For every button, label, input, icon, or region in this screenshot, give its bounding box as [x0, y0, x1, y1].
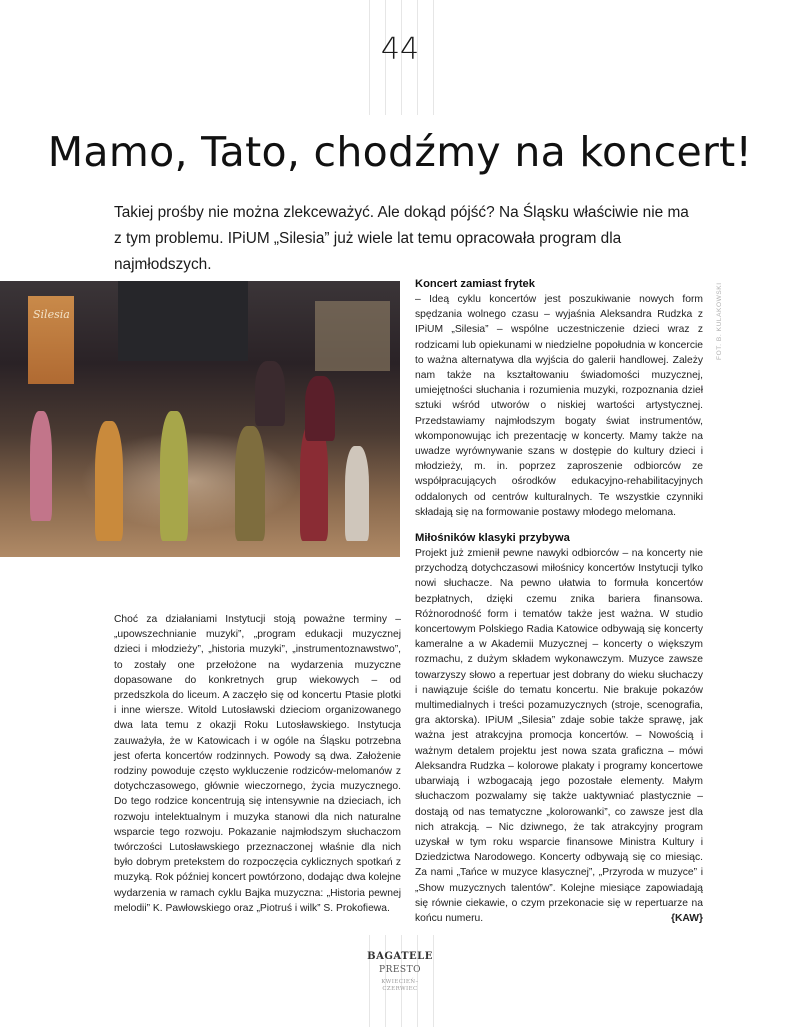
magazine-name: BAGATELE [367, 951, 433, 962]
child-figure [235, 426, 265, 541]
musician-figure [255, 361, 285, 426]
child-figure [160, 411, 188, 541]
page-footer [0, 951, 800, 993]
photo-credit: FOT. B. KULAKOWSKI [716, 282, 723, 360]
article-title: Mamo, Tato, chodźmy na koncert! [47, 128, 753, 176]
paragraph: Choć za działaniami Instytucji stoją poważne terminy – „upowszechnianie muzyki”, „program edukacji muzycznej dzieci i młodzieży”, „historia muzyki”, „instrumentoznawstwo”, to zostały one przełożone na wydarzenia muzyczne dopasowane do konkretnych grup wiekowych – od przedszkola do liceum. A zaczęło się od koncertu Ptasie plotki i inne wiersze. Witold Lutosławski dzieciom organizowanego dwa lata temu z okazji Roku Lutosławskiego. Instytucja zauważyła, że w Katowicach i w ogóle na Śląsku potrzebna jest oferta koncertów rodzinnych. Powody są dwa. Założenie rodziny powoduje często wykluczenie rodziców-melomanów z dotychczasowego, głównie wieczornego, życia muzycznego. Do tego rodzice koncentrują się intensywnie na dzieciach, ich rozwoju intelektualnym i muzyka stanowi dla nich naturalne wsparcie tego rozwoju. Pokazanie najmłodszym słuchaczom twórczości Lutosławskiego przeznaczonej właśnie dla nich było dobrym pretekstem do rozpoczęcia cyklicznych spotkań z muzyką. Rok później koncert powtórzono, dodając dwa kolejne wydarzenia w ramach cyklu Bajka muzyczna: „Historia pewnej melodii” K. Pawłowskiego oraz „Piotruś i wilk” S. Prokofiewa. [114, 614, 401, 914]
section-heading: Miłośników klasyki przybywa [415, 532, 570, 545]
musician-figure [305, 376, 335, 441]
article-lead: Takiej prośby nie można zlekceważyć. Ale dokąd pójść? Na Śląsku właściwie nie ma z tym problemu. IPiUM „Silesia” już wiele lat temu opracowała program dla najmłodszych. [114, 204, 689, 273]
paragraph [415, 546, 703, 926]
issue-date [0, 979, 800, 993]
paragraph: – Ideą cyklu koncertów jest poszukiwanie nowych form spędzania wolnego czasu – wyjaśnia Aleksandra Rudzka z IPiUM „Silesia” – wspólne uczestniczenie dzieci wraz z rodzicami lub opiekunami w niedzielne popołudnia w koncercie to ważna alternatywa dla wyjścia do galerii handlowej. Zależy nam także na kształtowaniu świadomości muzycznej, umiejętności słuchania i rozumienia muzyki, rozpoznania dzieł sztuki wśród utworów o niskiej wartości artystycznej. Przedstawiamy najmłodszym bogaty świat instrumentów, wkomponowując ich prezentację w koncerty. Mamy także na uwadze wyrównywanie szans w dostępie do kultury dzieci i młodzieży, m. in. poprzez zaproszenie odbiorców ze współpracujących ośrodków edukacyjno-rehabilitacyjnych oddalonych od centrów kulturalnych. Te wszystkie czynniki składają się na formowanie postawy młodego melomana. [415, 294, 703, 518]
stage-screen [118, 281, 248, 361]
child-figure [95, 421, 123, 541]
article-photo [0, 281, 400, 557]
child-figure [345, 446, 369, 541]
issue-line: CZERWIEC [382, 986, 418, 992]
article-column-right [415, 276, 703, 926]
author-signature: {KAW} [670, 912, 703, 924]
section-name: PRESTO [379, 965, 421, 975]
issue-line: KWIECIEŃ– [381, 979, 419, 985]
child-figure [30, 411, 52, 521]
wall-panels [315, 301, 390, 371]
section-heading: Koncert zamiast frytek [415, 278, 535, 290]
page-number: 44 [380, 32, 420, 67]
banner-text: Silesia [33, 308, 70, 321]
article-column-left [114, 612, 401, 916]
paragraph-text: Projekt już zmienił pewne nawyki odbiorców – na koncerty nie przychodzą dotychczasowi miłośnicy koncertów Instytucji tylko nowi słuchacze. Na pewno ułatwia to formuła koncertów bezpłatnych, dzięki czemu znika bariera finansowa. Różnorodność form i tematów także jest ważna. W studio koncertowym Polskiego Radia Katowice odbywają się koncerty kameralne a w Akademii Muzycznej – koncerty o większym rozmachu, z dużym składem wykonawczym. Muzyce zawsze towarzyszy słowo a repertuar jest dobrany do wieku słuchaczy i nawiązuje ściśle do tematu koncertu. Nie brakuje pokazów multimedialnych i treści pozamuzycznych (stroje, scenografia, gra aktorska). IPiUM „Silesia” zdaje sobie także sprawę, jak ważna jest atrakcyjna promocja koncertów. – Nowością i ważnym detalem projektu jest nowa szata graficzna – mówi Aleksandra Rudzka – kolorowe plakaty i programy koncertowe ubarwiają i wzbogacają jego pozostałe elementy. Małym słuchaczom pozwalamy się także uaktywniać plastycznie – dostają od nas tematyczne „kolorowanki”, co zawsze jest dla nich atrakcją. – Nic dziwnego, że tak atrakcyjny program uzyskał w tym roku wsparcie finansowe Ministra Kultury i Dziedzictwa Narodowego. Koncerty odbywają się co miesiąc. Za nami „Tańce w muzyce klasycznej”, „Przyroda w muzyce” i „Show muzycznych talentów”. Kolejne miesiące zapowiadają się równie ciekawie, o czym przekonacie się w repertuarze na końcu numeru. [415, 548, 703, 924]
